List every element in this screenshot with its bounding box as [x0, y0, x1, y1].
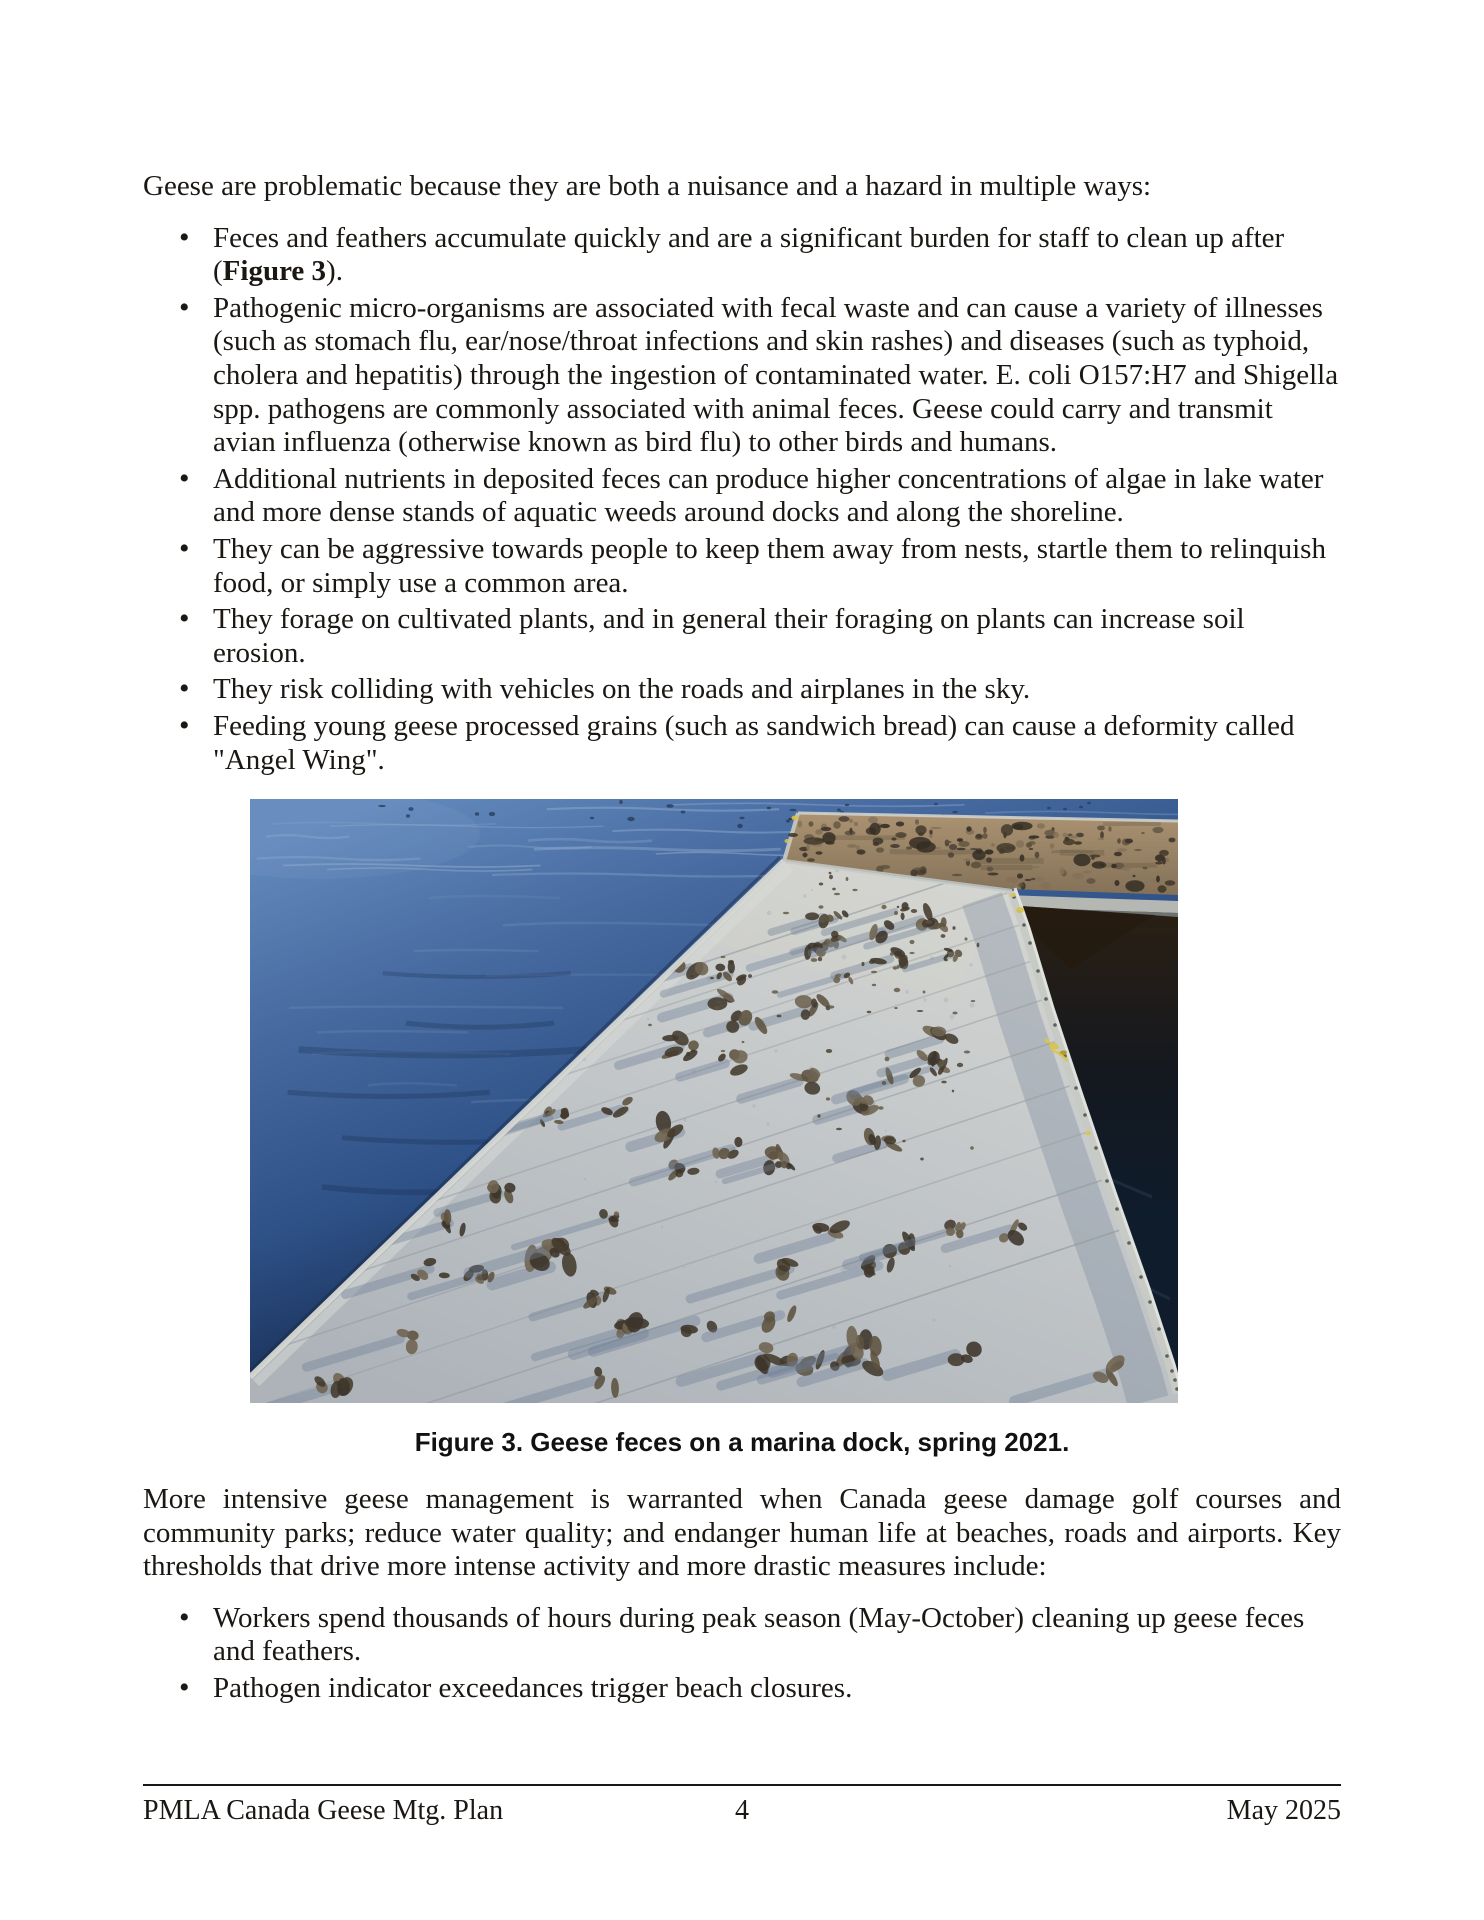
- list-item: • Additional nutrients in deposited feces can produce higher concentrations of algae in lake water and more dense stands of aquatic weeds around docks and along the shoreline.: [143, 463, 1341, 530]
- thresholds-list: [143, 1602, 1341, 1706]
- marina-dock-photo: [250, 799, 1178, 1403]
- list-item: • Feeding young geese processed grains (such as sandwich bread) can cause a deformity called "Angel Wing".: [143, 710, 1341, 777]
- list-item: • They forage on cultivated plants, and in general their foraging on plants can increase soil erosion.: [143, 603, 1341, 670]
- list-item: • Pathogen indicator exceedances trigger beach closures.: [143, 1672, 1341, 1706]
- footer-date: May 2025: [1226, 1795, 1341, 1826]
- list-item: • They risk colliding with vehicles on the roads and airplanes in the sky.: [143, 673, 1341, 707]
- footer-document-title: PMLA Canada Geese Mtg. Plan: [143, 1795, 504, 1826]
- list-item: • They can be aggressive towards people to keep them away from nests, startle them to relinquish food, or simply use a common area.: [143, 533, 1341, 600]
- figure-3-photo: [250, 799, 1178, 1403]
- figure-reference: Figure 3: [222, 255, 327, 288]
- footer-page-number: 4: [735, 1795, 749, 1826]
- list-item: • Feces and feathers accumulate quickly and are a significant burden for staff to clean up after (Figure 3).: [143, 222, 1341, 289]
- list-item: • Pathogenic micro-organisms are associated with fecal waste and can cause a variety of illnesses (such as stomach flu, ear/nose/throat infections and skin rashes) and diseases (such as typhoid, cholera and hepatitis) through the ingestion of contaminated water. E. coli O157:H7 and Shigella spp. pathogens are commonly associated with animal feces. Geese could carry and transmit avian influenza (otherwise known as bird flu) to other birds and humans.: [143, 292, 1341, 460]
- figure-caption: Figure 3. Geese feces on a marina dock, spring 2021.: [414, 1427, 1070, 1458]
- management-paragraph: More intensive geese management is warranted when Canada geese damage golf courses and community parks; reduce water quality; and endanger human life at beaches, roads and airports. Key thresholds that drive more intense activity and more drastic measures include:: [143, 1483, 1341, 1583]
- intro-paragraph: Geese are problematic because they are both a nuisance and a hazard in multiple ways:: [143, 170, 1152, 202]
- page-footer: [143, 1784, 1341, 1827]
- problems-list: [143, 222, 1341, 778]
- list-item: • Workers spend thousands of hours during peak season (May-October) cleaning up geese feces and feathers.: [143, 1602, 1341, 1669]
